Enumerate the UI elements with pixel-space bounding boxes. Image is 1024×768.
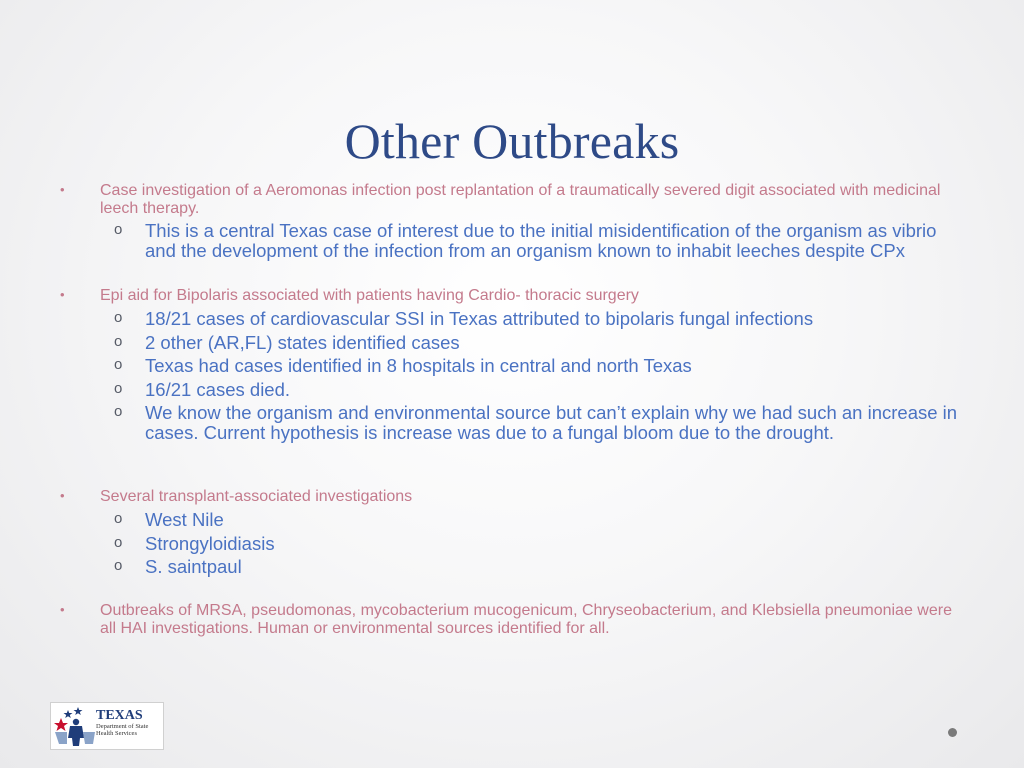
bullet-icon: • bbox=[60, 488, 65, 503]
sub-bullet-icon: o bbox=[114, 403, 123, 420]
sub-bullet-icon: o bbox=[114, 356, 123, 373]
bullet-text: Outbreaks of MRSA, pseudomonas, mycobacterium mucogenicum, Chryseobacterium, and Klebsiella pneumoniae were all HAI investigations. Human or environmental sources identified for all. bbox=[100, 601, 952, 637]
sub-item-text: Texas had cases identified in 8 hospitals in central and north Texas bbox=[145, 355, 692, 376]
sub-item bbox=[0, 380, 1024, 400]
sub-item bbox=[0, 333, 1024, 353]
sub-item bbox=[0, 557, 1024, 577]
bullet-icon: • bbox=[60, 182, 65, 197]
sub-item-text: 2 other (AR,FL) states identified cases bbox=[145, 331, 460, 353]
bullet-item bbox=[0, 488, 1024, 506]
sub-item bbox=[0, 356, 1024, 376]
slide-content bbox=[0, 182, 1024, 638]
texas-star-icon bbox=[53, 704, 97, 748]
slide-title: Other Outbreaks bbox=[344, 113, 680, 169]
logo-subtitle: Department of State Health Services bbox=[96, 723, 149, 737]
sub-bullet-icon: o bbox=[114, 309, 123, 326]
bullet-item bbox=[0, 182, 1024, 218]
sub-bullet-icon: o bbox=[114, 533, 123, 551]
sub-item bbox=[0, 534, 1024, 554]
sub-bullet-icon: o bbox=[114, 221, 123, 238]
slide-dot-icon bbox=[948, 728, 957, 737]
bullet-text: Epi aid for Bipolaris associated with patients having Cardio- thoracic surgery bbox=[100, 287, 639, 304]
bullet-icon: • bbox=[60, 601, 65, 617]
sub-item bbox=[0, 309, 1024, 329]
texas-dshs-logo bbox=[50, 702, 164, 750]
sub-item-text: 16/21 cases died. bbox=[145, 378, 291, 400]
sub-bullet-icon: o bbox=[114, 557, 123, 574]
sub-bullet-icon: o bbox=[114, 379, 123, 397]
sub-bullet-icon: o bbox=[114, 332, 123, 350]
sub-item-text: West Nile bbox=[145, 509, 224, 530]
bullet-text: Case investigation of a Aeromonas infection post replantation of a traumatically severed digit associated with medicinal leech therapy. bbox=[100, 182, 941, 217]
sub-bullet-icon: o bbox=[114, 510, 123, 527]
bullet-icon: • bbox=[60, 287, 65, 302]
bullet-item bbox=[0, 287, 1024, 305]
bullet-item bbox=[0, 602, 1024, 638]
sub-item bbox=[0, 403, 1024, 442]
sub-item-text: Strongyloidiasis bbox=[145, 532, 275, 554]
sub-item-text: S. saintpaul bbox=[145, 556, 242, 577]
sub-item-text: We know the organism and environmental source but can’t explain why we had such an increase in cases. Current hypothesis is increase was due to a fungal bloom due to the drought. bbox=[145, 402, 958, 443]
sub-item-text: This is a central Texas case of interest due to the initial misidentification of the organism as vibrio and the development of the infection from an organism known to inhabit leeches despite CPx bbox=[145, 220, 937, 261]
sub-item bbox=[0, 221, 1024, 260]
logo-text bbox=[96, 709, 162, 737]
bullet-text: Several transplant-associated investigations bbox=[100, 488, 413, 505]
logo-title: TEXAS bbox=[96, 708, 143, 723]
sub-item-text: 18/21 cases of cardiovascular SSI in Texas attributed to bipolaris fungal infections bbox=[145, 308, 814, 329]
sub-item bbox=[0, 510, 1024, 530]
